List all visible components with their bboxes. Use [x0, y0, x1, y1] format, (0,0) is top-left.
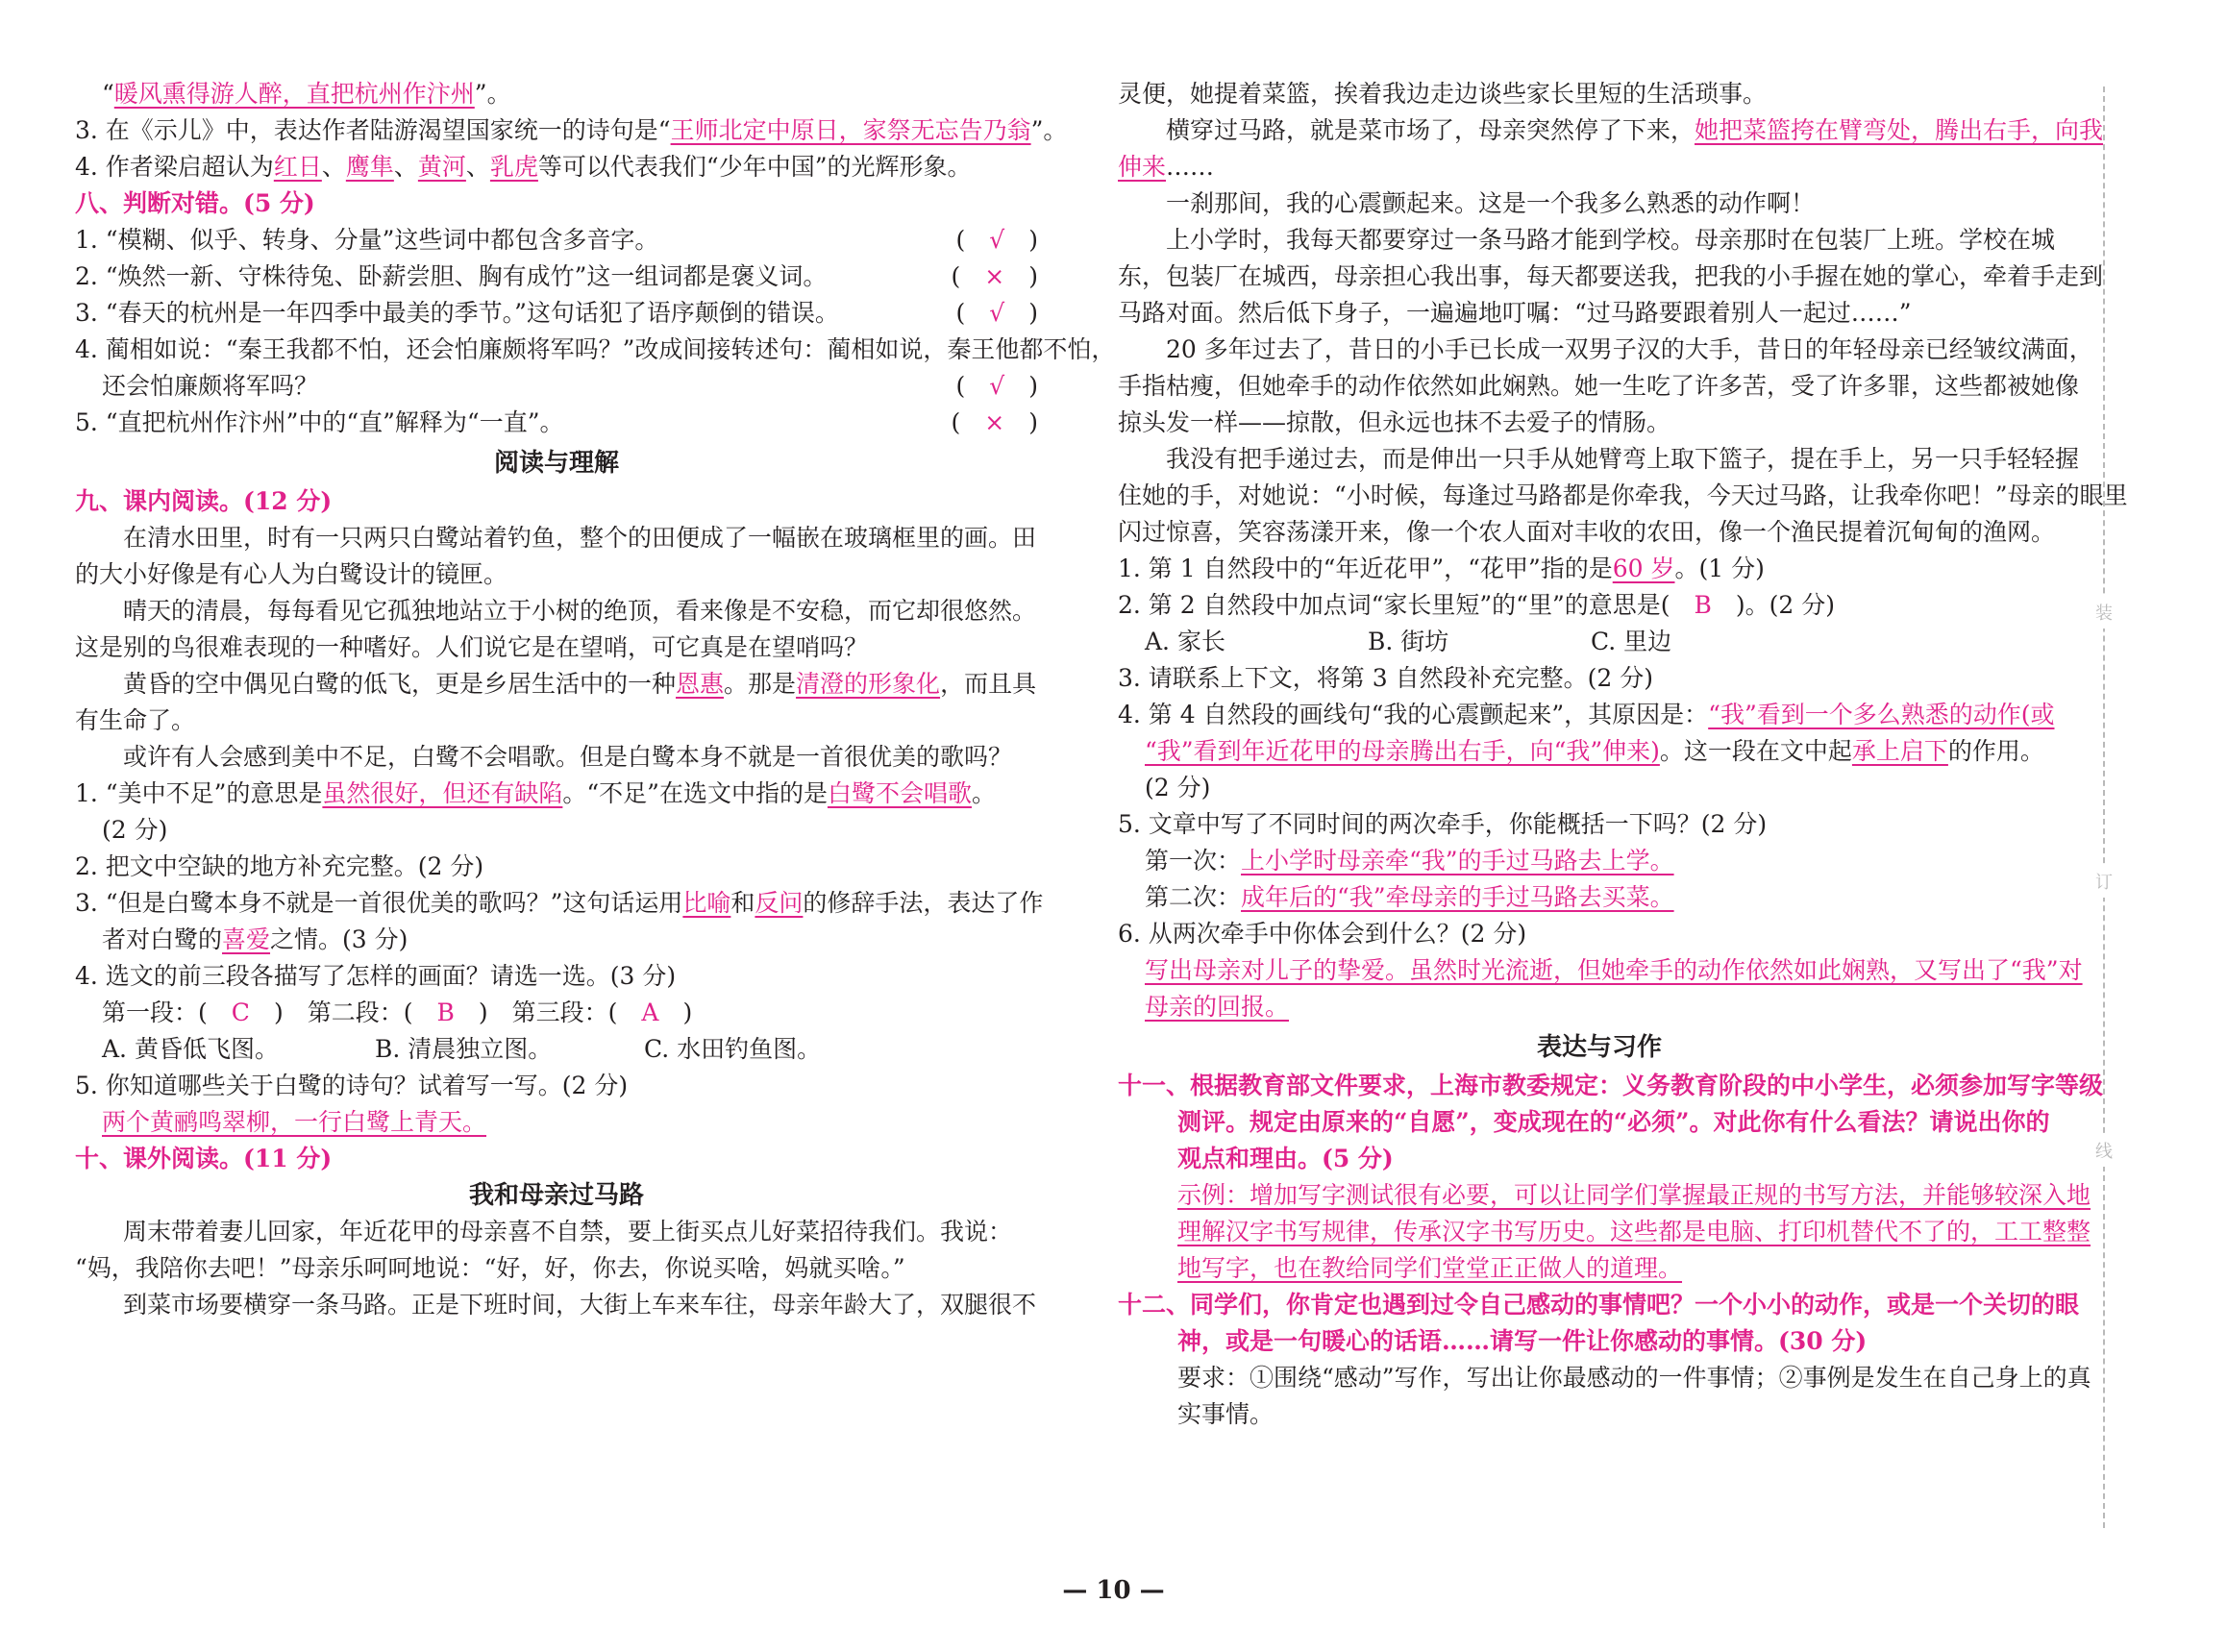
- reading-question-4-answers: 第一段：( C ) 第二段：( B ) 第三段：( A ): [102, 999, 693, 1026]
- reading-question-2: 2. 把文中空缺的地方补充完整。(2 分): [75, 852, 484, 880]
- example-answer: 示例：增加写字测试很有必要，可以让同学们掌握最正规的书写方法，并能够较深入地: [1177, 1181, 2091, 1209]
- reading-question-5: 5. 你知道哪些关于白鹭的诗句？试着写一写。(2 分): [75, 1072, 629, 1099]
- score-note: (2 分): [1145, 774, 1211, 801]
- cross-mark-icon: ×: [984, 408, 1005, 436]
- judge-item-2: 2. “焕然一新、守株待兔、卧薪尝胆、胸有成竹”这一组词都是褒义词。 ( × ): [75, 262, 1038, 290]
- question-3: 3. 在《示儿》中，表达作者陆游渴望国家统一的诗句是“王师北定中原日，家祭无忘告乃翁”。: [75, 116, 1068, 144]
- example-answer: 理解汉字书写规律，传承汉字书写历史。这些都是电脑、打印机替代不了的，工工整整: [1177, 1218, 2091, 1245]
- reading-question-1: 1. 第 1 自然段中的“年近花甲”，“花甲”指的是60 岁。(1 分): [1118, 555, 1765, 582]
- passage-line: 横穿过马路，就是菜市场了，母亲突然停了下来，她把菜篮挎在臂弯处，腾出右手，向我: [1166, 116, 2104, 144]
- section-12-title-cont: 神，或是一句暖心的话语……请写一件让你感动的事情。(30 分): [1177, 1327, 1868, 1355]
- answer-text: 两个黄鹂鸣翠柳，一行白鹭上青天。: [102, 1108, 487, 1136]
- binding-label: 订: [2093, 865, 2115, 898]
- judge-item-5: 5. “直把杭州作汴州”中的“直”解释为“一直”。 ( × ): [75, 408, 1038, 436]
- requirements: 要求：①围绕“感动”写作，写出让你最感动的一件事情；②事例是发生在自己身上的真: [1177, 1364, 2091, 1392]
- judge-item-3: 3. “春天的杭州是一年四季中最美的季节。”这句话犯了语序颠倒的错误。 ( √ ): [75, 299, 1038, 327]
- passage-line: 东，包装厂在城西，母亲担心我出事，每天都要送我，把我的小手握在她的掌心，牵着手走到: [1118, 262, 2104, 290]
- answer-text: 母亲的回报。: [1145, 993, 1290, 1021]
- section-9-title: 九、课内阅读。(12 分): [75, 487, 333, 515]
- story-title: 我和母亲过马路: [468, 1181, 644, 1210]
- passage-line: “妈，我陪你去吧！”母亲乐呵呵地说：“好，好，你去，你说买啥，妈就买啥。”: [75, 1254, 905, 1282]
- heading-writing: 表达与习作: [1536, 1033, 1662, 1062]
- passage-line: 伸来……: [1118, 153, 1215, 181]
- passage-line: 晴天的清晨，每每看见它孤独地站立于小树的绝顶，看来像是不安稳，而它却很悠然。: [123, 597, 1037, 625]
- check-mark-icon: √: [989, 226, 1005, 254]
- passage-line: 马路对面。然后低下身子，一遍遍地叮嘱：“过马路要跟着别人一起过……”: [1118, 299, 1912, 327]
- reading-question-4-cont: “我”看到年近花甲的母亲腾出右手，向“我”伸来)。这一段在文中起承上启下的作用。: [1145, 737, 2044, 765]
- passage-line: 灵便，她提着菜篮，挨着我边走边谈些家长里短的生活琐事。: [1118, 80, 1768, 108]
- score-note: (2 分): [102, 816, 168, 844]
- reading-question-5: 5. 文章中写了不同时间的两次牵手，你能概括一下吗？(2 分): [1118, 810, 1768, 838]
- passage-line: 或许有人会感到美中不足，白鹭不会唱歌。但是白鹭本身不就是一首很优美的歌吗？: [123, 743, 1013, 771]
- judge-item-4-cont: 还会怕廉颇将军吗？ ( √ ): [102, 372, 1038, 400]
- passage-line: 我没有把手递过去，而是伸出一只手从她臂弯上取下篮子，提在手上，另一只手轻轻握: [1166, 445, 2080, 473]
- binding-label: 线: [2093, 1134, 2115, 1167]
- passage-line: 到菜市场要横穿一条马路。正是下班时间，大街上车来车往，母亲年龄大了，双腿很不: [123, 1291, 1037, 1319]
- option-b: B. 清晨独立图。: [375, 1035, 553, 1063]
- example-answer: 地写字，也在教给同学们堂堂正正做人的道理。: [1177, 1254, 1683, 1282]
- cross-mark-icon: ×: [984, 262, 1005, 290]
- passage-line: 周末带着妻儿回家，年近花甲的母亲喜不自禁，要上街买点儿好菜招待我们。我说：: [123, 1218, 1013, 1245]
- reading-question-1: 1. “美中不足”的意思是虽然很好，但还有缺陷。“不足”在选文中指的是白鹭不会唱歌。: [75, 779, 996, 807]
- option-c: C. 里边: [1591, 628, 1672, 655]
- section-10-title: 十、课外阅读。(11 分): [75, 1145, 333, 1172]
- option-a: A. 家长: [1145, 628, 1225, 655]
- binding-line: [2103, 86, 2105, 1528]
- section-11-title-cont: 观点和理由。(5 分): [1177, 1145, 1394, 1172]
- check-mark-icon: √: [989, 299, 1005, 327]
- passage-line: 在清水田里，时有一只两只白鹭站着钓鱼，整个的田便成了一幅嵌在玻璃框里的画。田: [123, 524, 1037, 552]
- judge-item-1: 1. “模糊、似乎、转身、分量”这些词中都包含多音字。 ( √ ): [75, 226, 1038, 254]
- answer-first-time: 第一次：上小学时母亲牵“我”的手过马路去上学。: [1145, 847, 1674, 875]
- section-11-title: 十一、根据教育部文件要求，上海市教委规定：义务教育阶段的中小学生，必须参加写字等级: [1118, 1072, 2104, 1099]
- passage-line: 手指枯瘦，但她牵手的动作依然如此娴熟。她一生吃了许多苦，受了许多罪，这些都被她像: [1118, 372, 2080, 400]
- passage-line: 的大小好像是有心人为白鹭设计的镜匣。: [75, 560, 508, 588]
- passage-line: 这是别的鸟很难表现的一种嗜好。人们说它是在望哨，可它真是在望哨吗？: [75, 633, 869, 661]
- option-a: A. 黄昏低飞图。: [102, 1035, 279, 1063]
- check-mark-icon: √: [989, 372, 1005, 400]
- answer-second-time: 第二次：成年后的“我”牵母亲的手过马路去买菜。: [1145, 883, 1674, 911]
- reading-question-6: 6. 从两次牵手中你体会到什么？(2 分): [1118, 920, 1527, 948]
- passage-line: 20 多年过去了，昔日的小手已长成一双男子汉的大手，昔日的年轻母亲已经皱纹满面，: [1166, 335, 2093, 363]
- judge-item-4: 4. 蔺相如说：“秦王我都不怕，还会怕廉颇将军吗？”改成间接转述句：蔺相如说，秦王他都不怕，: [75, 335, 1116, 363]
- reading-question-3-cont: 者对白鹭的喜爱之情。(3 分): [102, 925, 408, 953]
- section-11-title-cont: 测评。规定由原来的“自愿”，变成现在的“必须”。对此你有什么看法？请说出你的: [1177, 1108, 2050, 1136]
- requirements-cont: 实事情。: [1177, 1400, 1274, 1428]
- passage-line: 黄昏的空中偶见白鹭的低飞，更是乡居生活中的一种恩惠。那是清澄的形象化，而且具: [123, 670, 1037, 698]
- passage-line: 一刹那间，我的心震颤起来。这是一个我多么熟悉的动作啊！: [1166, 189, 1816, 217]
- section-12-title: 十二、同学们，你肯定也遇到过令自己感动的事情吧？一个小小的动作，或是一个关切的眼: [1118, 1291, 2080, 1319]
- passage-line: 有生命了。: [75, 706, 196, 734]
- reading-question-3: 3. 请联系上下文，将第 3 自然段补充完整。(2 分): [1118, 664, 1653, 692]
- reading-question-4: 4. 选文的前三段各描写了怎样的画面？请选一选。(3 分): [75, 962, 677, 990]
- answer-text: 写出母亲对儿子的挚爱。虽然时光流逝，但她牵手的动作依然如此娴熟，又写出了“我”对: [1145, 956, 2083, 984]
- question-4: 4. 作者梁启超认为红日、鹰隼、黄河、乳虎等可以代表我们“少年中国”的光辉形象。: [75, 153, 972, 181]
- passage-line: 闪过惊喜，笑容荡漾开来，像一个农人面对丰收的农田，像一个渔民提着沉甸甸的渔网。: [1118, 518, 2056, 546]
- page-number: — 10 —: [1062, 1576, 1165, 1605]
- passage-line: 上小学时，我每天都要穿过一条马路才能到学校。母亲那时在包装厂上班。学校在城: [1166, 226, 2056, 254]
- option-b: B. 街坊: [1368, 628, 1449, 655]
- poem-line-answer: “暖风熏得游人醉，直把杭州作汴州”。: [102, 80, 511, 108]
- binding-label: 装: [2093, 596, 2115, 629]
- reading-question-2: 2. 第 2 自然段中加点词“家长里短”的“里”的意思是( B )。(2 分): [1118, 591, 1836, 619]
- passage-line: 掠头发一样——掠散，但永远也抹不去爱子的情肠。: [1118, 408, 1671, 436]
- reading-question-4: 4. 第 4 自然段的画线句“我的心震颤起来”，其原因是：“我”看到一个多么熟悉的动作(或: [1118, 701, 2055, 728]
- reading-question-3: 3. “但是白鹭本身不就是一首很优美的歌吗？”这句话运用比喻和反问的修辞手法，表达了作: [75, 889, 1044, 917]
- section-8-title: 八、判断对错。(5 分): [75, 189, 315, 217]
- heading-reading: 阅读与理解: [493, 449, 619, 478]
- option-c: C. 水田钓鱼图。: [644, 1035, 822, 1063]
- passage-line: 住她的手，对她说：“小时候，每逢过马路都是你牵我，今天过马路，让我牵你吧！”母亲的眼里: [1118, 481, 2128, 509]
